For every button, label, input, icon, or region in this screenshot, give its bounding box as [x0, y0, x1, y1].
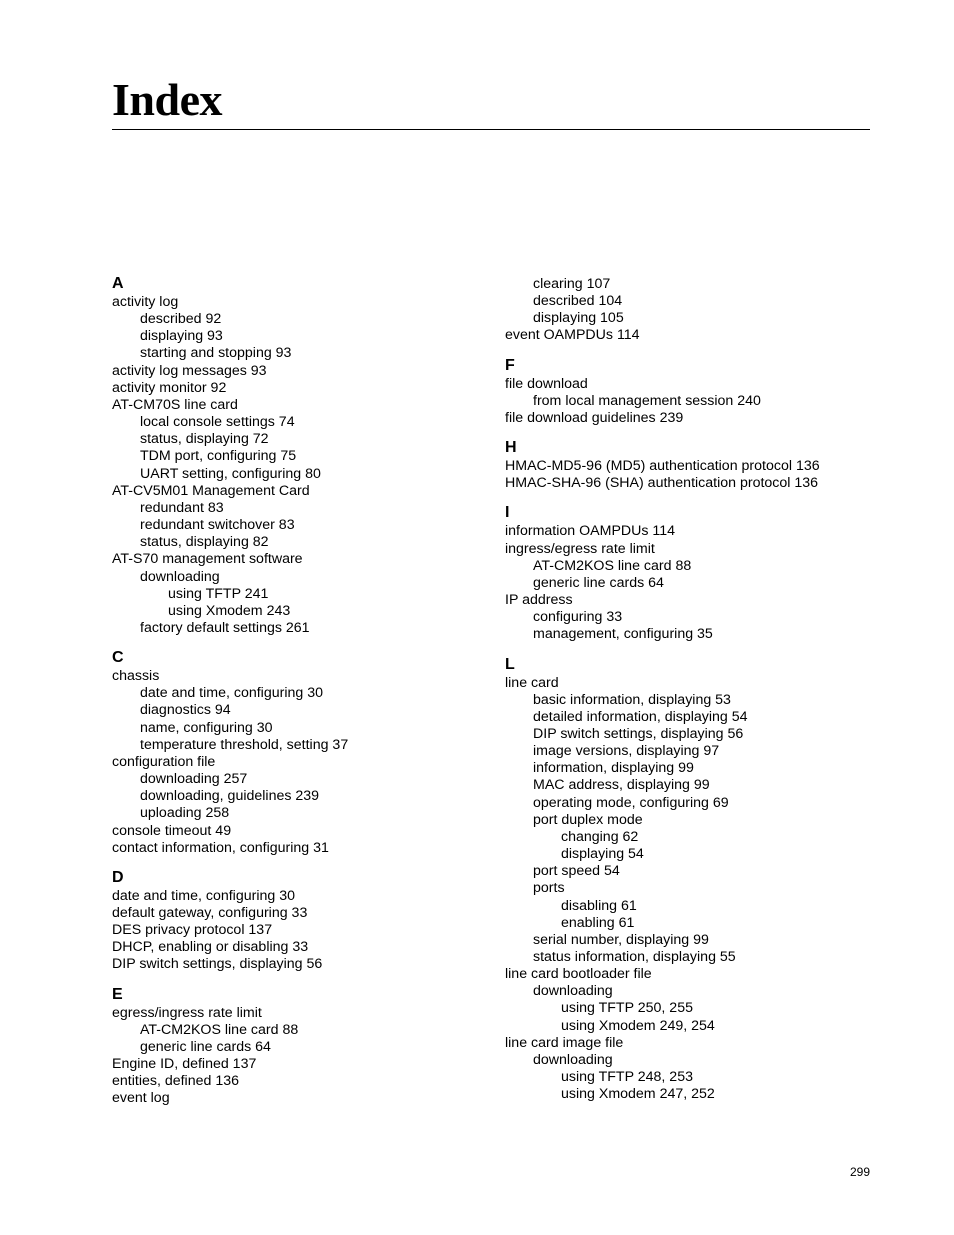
index-entry: status, displaying 82 [140, 534, 269, 551]
index-section-letter: C [112, 649, 124, 667]
index-entry: AT-CM70S line card [112, 396, 238, 413]
index-entry: AT-CM2KOS line card 88 [140, 1021, 299, 1038]
index-entry: file download guidelines 239 [505, 409, 684, 426]
index-section-letter: E [112, 985, 123, 1003]
index-entry: console timeout 49 [112, 822, 232, 839]
index-entry: generic line cards 64 [533, 574, 664, 591]
index-entry: management, configuring 35 [533, 626, 713, 643]
index-column-left [112, 274, 492, 1108]
index-entry: described 104 [533, 293, 623, 310]
index-entry: local console settings 74 [140, 414, 295, 431]
index-entry: AT-S70 management software [112, 551, 303, 568]
index-entry: downloading [533, 983, 613, 1000]
index-entry: IP address [505, 592, 573, 609]
index-entry: using TFTP 248, 253 [561, 1069, 693, 1086]
index-entry: using TFTP 250, 255 [561, 1000, 693, 1017]
index-entry: image versions, displaying 97 [533, 743, 720, 760]
page-title: Index [112, 74, 222, 125]
index-entry: port speed 54 [533, 863, 620, 880]
index-entry: described 92 [140, 311, 222, 328]
index-entry: information, displaying 99 [533, 760, 694, 777]
index-entry: downloading [140, 568, 220, 585]
index-section-letter: A [112, 275, 124, 292]
index-entry: using Xmodem 247, 252 [561, 1086, 715, 1103]
index-entry: DES privacy protocol 137 [112, 922, 273, 939]
index-entry: displaying 54 [561, 846, 644, 863]
index-section-letter: H [505, 439, 517, 457]
index-entry: DIP switch settings, displaying 56 [533, 725, 744, 742]
index-entry: displaying 93 [140, 328, 223, 345]
index-entry: using Xmodem 243 [168, 602, 291, 619]
index-entry: from local management session 240 [533, 392, 761, 409]
index-entry: ingress/egress rate limit [505, 540, 655, 557]
index-entry: changing 62 [561, 828, 639, 845]
index-entry: HMAC-SHA-96 (SHA) authentication protocol 136 [505, 475, 819, 492]
index-entry: Engine ID, defined 137 [112, 1056, 257, 1073]
index-entry: uploading 258 [140, 805, 230, 822]
index-entry: date and time, configuring 30 [112, 887, 295, 904]
index-entry: MAC address, displaying 99 [533, 777, 710, 794]
index-entry: enabling 61 [561, 914, 635, 931]
index-entry: DHCP, enabling or disabling 33 [112, 939, 309, 956]
page-number: 299 [850, 1165, 871, 1179]
index-entry: basic information, displaying 53 [533, 691, 731, 708]
index-entry: redundant switchover 83 [140, 517, 295, 534]
index-entry: HMAC-MD5-96 (MD5) authentication protocol 136 [505, 458, 820, 475]
index-entry: redundant 83 [140, 499, 224, 516]
index-entry: event OAMPDUs 114 [505, 327, 640, 344]
index-entry: status, displaying 72 [140, 431, 269, 448]
index-entry: chassis [112, 668, 160, 685]
index-entry: TDM port, configuring 75 [140, 448, 297, 465]
index-entry: downloading, guidelines 239 [140, 788, 320, 805]
index-section-letter: D [112, 868, 124, 886]
index-entry: operating mode, configuring 69 [533, 794, 729, 811]
index-section-letter: F [505, 356, 515, 374]
index-entry: port duplex mode [533, 811, 643, 828]
index-entry: entities, defined 136 [112, 1073, 239, 1090]
index-entry: line card bootloader file [505, 966, 652, 983]
index-entry: default gateway, configuring 33 [112, 905, 308, 921]
index-entry: egress/ingress rate limit [112, 1004, 262, 1021]
index-entry: using Xmodem 249, 254 [561, 1017, 715, 1034]
index-entry: AT-CM2KOS line card 88 [533, 557, 692, 574]
index-entry: configuring 33 [533, 609, 623, 626]
index-entry: clearing 107 [533, 276, 611, 292]
index-entry: activity log messages 93 [112, 362, 267, 379]
index-entry: name, configuring 30 [140, 719, 273, 736]
index-section-letter: I [505, 504, 510, 522]
index-entry: detailed information, displaying 54 [533, 708, 748, 725]
index-entry: contact information, configuring 31 [112, 839, 329, 856]
index-entry: factory default settings 261 [140, 619, 310, 636]
index-entry: configuration file [112, 753, 216, 770]
index-entry: file download [505, 375, 588, 392]
index-entry: generic line cards 64 [140, 1038, 271, 1055]
index-entry: AT-CV5M01 Management Card [112, 482, 310, 499]
title-rule [112, 129, 870, 130]
index-entry: diagnostics 94 [140, 702, 231, 719]
index-entry: UART setting, configuring 80 [140, 465, 321, 482]
index-entry: information OAMPDUs 114 [505, 523, 676, 540]
index-entry: using TFTP 241 [168, 585, 269, 602]
index-section-letter: L [505, 655, 515, 673]
index-entry: status information, displaying 55 [533, 949, 736, 965]
index-column-right [505, 276, 885, 1103]
index-entry: line card image file [505, 1034, 624, 1051]
index-entry: event log [112, 1090, 170, 1107]
index-entry: serial number, displaying 99 [533, 931, 709, 948]
index-entry: ports [533, 880, 565, 897]
index-entry: date and time, configuring 30 [140, 685, 323, 702]
index-entry: activity monitor 92 [112, 379, 227, 396]
index-entry: downloading [533, 1051, 613, 1068]
index-entry: temperature threshold, setting 37 [140, 736, 349, 753]
index-entry: DIP switch settings, displaying 56 [112, 956, 323, 973]
index-entry: activity log [112, 294, 179, 310]
index-entry: downloading 257 [140, 771, 248, 788]
index-entry: displaying 105 [533, 310, 624, 327]
index-entry: disabling 61 [561, 897, 637, 914]
index-entry: line card [505, 674, 559, 691]
index-entry: starting and stopping 93 [140, 345, 292, 362]
